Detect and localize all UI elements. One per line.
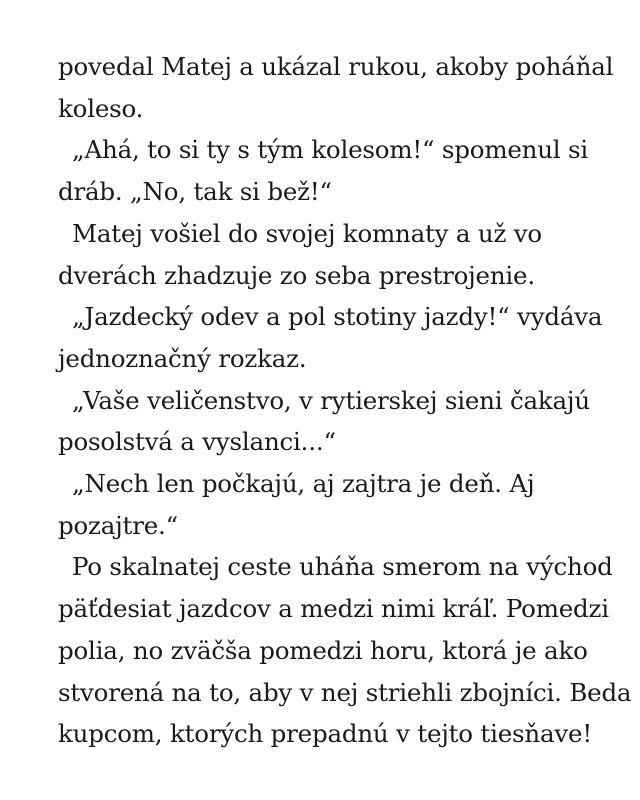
text-line-15: polia, no zväčša pomedzi horu, ktorá je ako [58, 635, 588, 665]
text-line-9: „Vaše veličenstvo, v rytierskej sieni čakajú [72, 385, 590, 415]
text-line-3: „Ahá, to si ty s tým kolesom!“ spomenul si [72, 135, 589, 165]
text-line-14: päťdesiat jazdcov a medzi nimi kráľ. Pomedzi [58, 594, 609, 624]
page-text [58, 46, 632, 755]
text-line-17: kupcom, ktorých prepadnú v tejto tiesňave! [58, 719, 592, 749]
text-line-12: pozajtre.“ [58, 510, 178, 540]
text-line-10: posolstvá a vyslanci...“ [58, 427, 336, 457]
text-line-4: dráb. „No, tak si bež!“ [58, 177, 332, 207]
text-line-11: „Nech len počkajú, aj zajtra je deň. Aj [72, 469, 535, 499]
text-line-2: koleso. [58, 93, 144, 123]
text-line-13: Po skalnatej ceste uháňa smerom na východ [72, 552, 613, 582]
text-line-6: dverách zhadzuje zo seba prestrojenie. [58, 260, 535, 290]
text-line-1: povedal Matej a ukázal rukou, akoby poháňal [58, 52, 614, 81]
text-line-5: Matej vošiel do svojej komnaty a už vo [72, 218, 542, 248]
text-line-16: stvorená na to, aby v nej striehli zbojníci. Beda [58, 677, 632, 707]
text-line-8: jednoznačný rozkaz. [58, 343, 307, 373]
text-line-7: „Jazdecký odev a pol stotiny jazdy!“ vydáva [72, 302, 603, 332]
